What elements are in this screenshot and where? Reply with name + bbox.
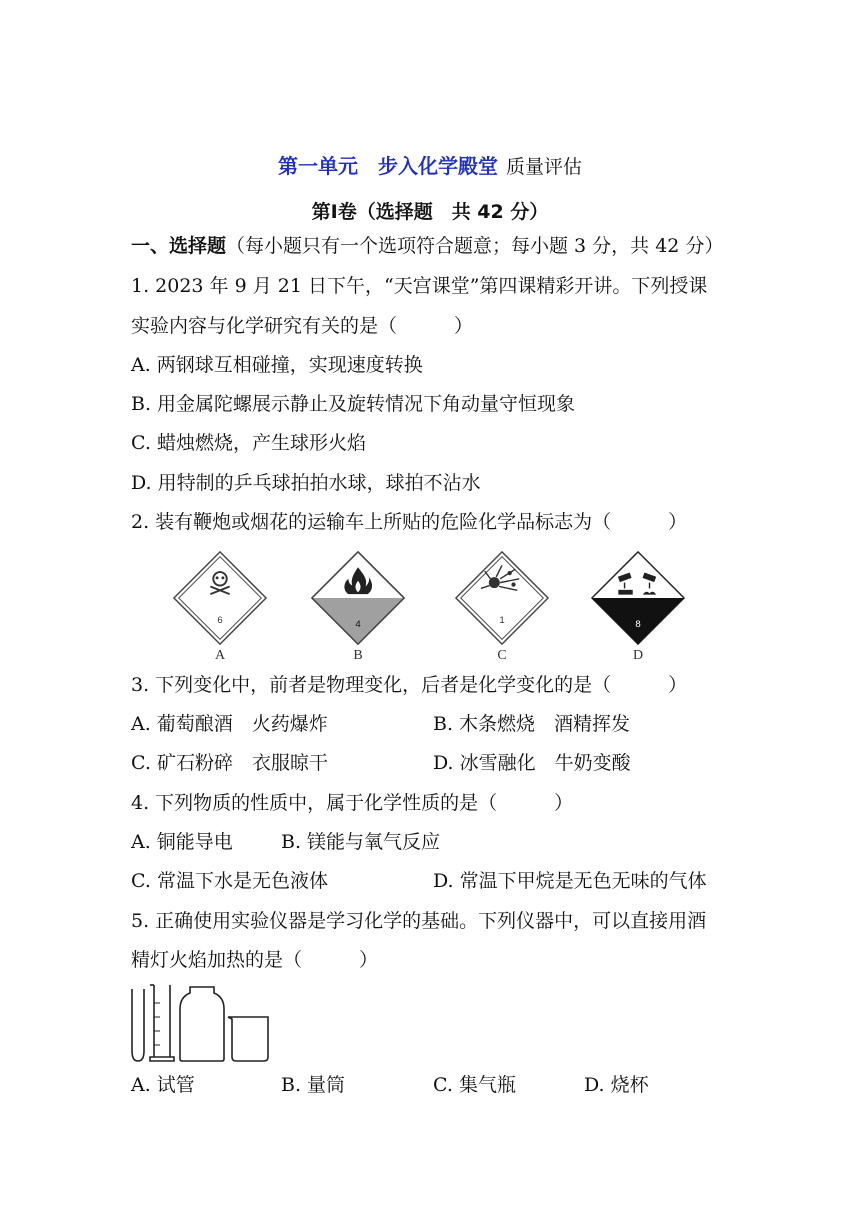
q3-stem-line1: 3. 下列变化中，前者是物理变化，后者是化学变化的是（ ） (131, 674, 688, 696)
q1-stem-line1: 1. 2023 年 9 月 21 日下午，“天宫课堂”第四课精彩开讲。下列授课 (131, 275, 708, 297)
hazard-sign-d (590, 550, 686, 646)
sign-d-number: 8 (635, 618, 641, 630)
q3-option-d: D. 冰雪融化 牛奶变酸 (433, 752, 631, 774)
q1-option-a: A. 两钢球互相碰撞，实现速度转换 (131, 354, 423, 376)
q5-stem-line1: 5. 正确使用实验仪器是学习化学的基础。下列仪器中，可以直接用酒 (131, 910, 707, 932)
q2-stem-line1: 2. 装有鞭炮或烟花的运输车上所贴的危险化学品标志为（ ） (131, 511, 688, 533)
graduated-cylinder-icon (150, 985, 174, 1061)
q1-option-b: B. 用金属陀螺展示静止及旋转情况下角动量守恒现象 (131, 393, 576, 415)
gas-jar-icon (180, 987, 224, 1061)
q5-option-d: D. 烧杯 (584, 1074, 649, 1096)
q4-stem-line1: 4. 下列物质的性质中，属于化学性质的是（ ） (131, 792, 574, 814)
sign-a-label: A (214, 648, 226, 663)
hazard-sign-a (172, 550, 268, 646)
section-heading (131, 234, 723, 258)
title-sub: 质量评估 (505, 156, 582, 178)
sign-c-number: 1 (499, 614, 505, 626)
beaker-icon (228, 1017, 268, 1061)
q3-option-a: A. 葡萄酿酒 火药爆炸 (131, 713, 328, 735)
q4-option-b: B. 镁能与氧气反应 (281, 831, 441, 853)
q3-option-c: C. 矿石粉碎 衣服晾干 (131, 752, 328, 774)
page-title (0, 150, 860, 179)
q1-option-c: C. 蜡烛燃烧，产生球形火焰 (131, 432, 366, 454)
q1-stem-line2: 实验内容与化学研究有关的是（ ） (131, 315, 474, 337)
sign-b-label: B (353, 648, 363, 663)
q4-option-a: A. 铜能导电 (131, 831, 233, 853)
sign-d-label: D (632, 648, 644, 663)
q5-option-c: C. 集气瓶 (433, 1074, 516, 1096)
hazard-sign-b (310, 550, 406, 646)
q3-option-b: B. 木条燃烧 酒精挥发 (433, 713, 631, 735)
test-tube-icon (132, 989, 144, 1061)
section-note: （每小题只有一个选项符合题意；每小题 3 分，共 42 分） (226, 235, 724, 257)
q4-option-d: D. 常温下甲烷是无色无味的气体 (433, 870, 707, 892)
q1-option-d: D. 用特制的乒乓球拍拍水球，球拍不沾水 (131, 472, 481, 494)
volume-heading: 第Ⅰ卷（选择题 共 42 分） (311, 201, 549, 223)
q5-option-a: A. 试管 (131, 1074, 195, 1096)
lab-apparatus-figure (128, 983, 276, 1063)
q5-option-b: B. 量筒 (281, 1074, 346, 1096)
sign-a-number: 6 (217, 614, 223, 626)
sign-c-label: C (497, 648, 507, 663)
q4-option-c: C. 常温下水是无色液体 (131, 870, 328, 892)
section-head: 一、选择题 (131, 235, 227, 257)
sign-b-number: 4 (355, 618, 361, 630)
hazard-sign-c (454, 550, 550, 646)
title-main: 第一单元 步入化学殿堂 (277, 154, 498, 178)
q5-stem-line2: 精灯火焰加热的是（ ） (131, 949, 379, 971)
